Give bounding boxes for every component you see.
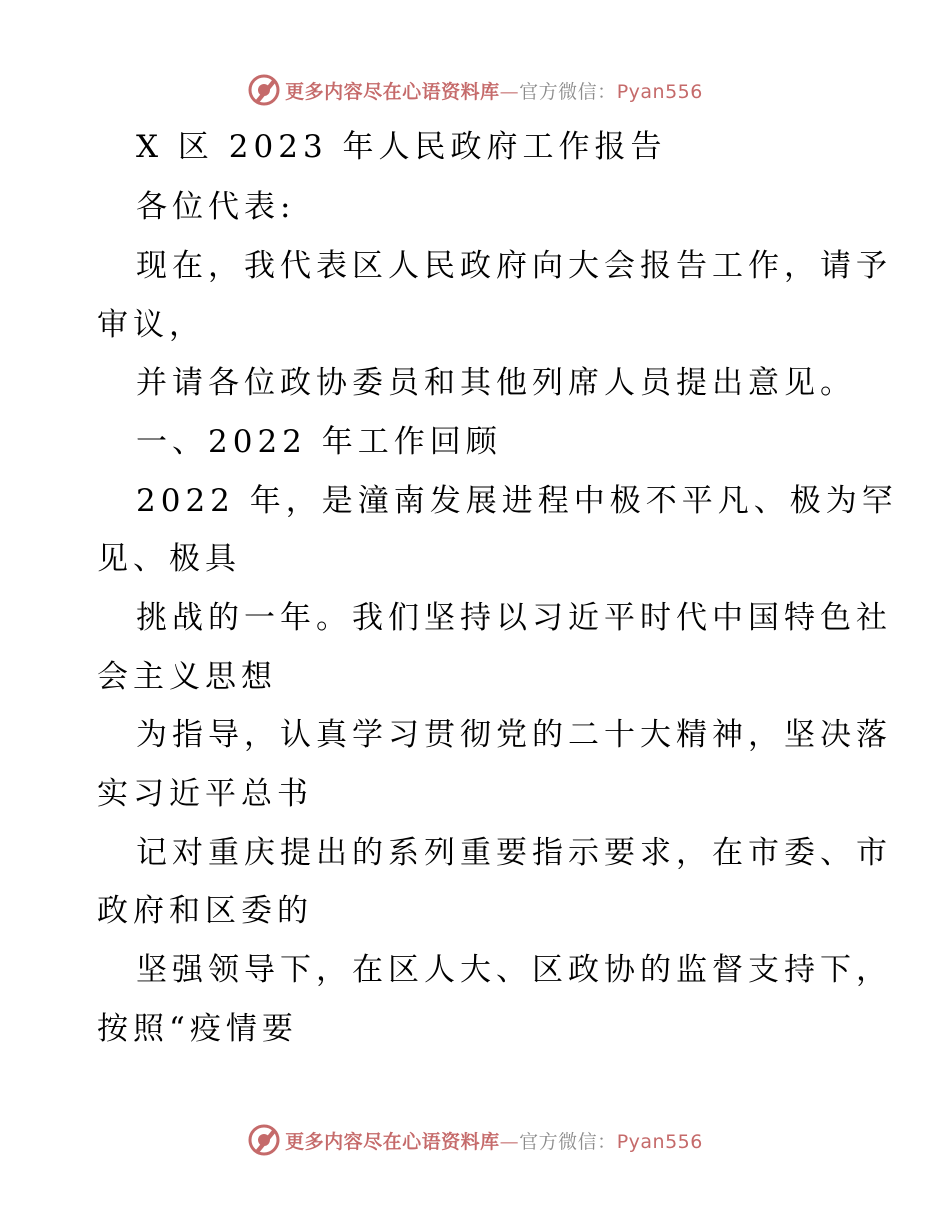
document-title: X 区 2023 年人民政府工作报告 xyxy=(136,129,667,165)
paragraph-line: 实习近平总书 xyxy=(97,776,313,812)
paragraph-line: 见、极具 xyxy=(97,541,241,577)
paragraph-line: 2022 年，是潼南发展进程中极不平凡、极为罕 xyxy=(136,483,898,519)
paragraph-line: 坚强领导下，在区人大、区政协的监督支持下， xyxy=(136,952,892,988)
footer-watermark xyxy=(0,1120,950,1160)
paragraph-line: 记对重庆提出的系列重要指示要求，在市委、市 xyxy=(136,835,892,871)
paragraph-line: 会主义思想 xyxy=(97,659,277,695)
quill-logo-icon xyxy=(247,1123,281,1157)
section-heading: 一、2022 年工作回顾 xyxy=(136,424,502,460)
watermark-wechat-id: Pyan556 xyxy=(616,1130,703,1153)
paragraph-line: 为指导，认真学习贯彻党的二十大精神，坚决落 xyxy=(136,717,892,753)
watermark-dash: — xyxy=(499,80,520,103)
paragraph-line: 现在，我代表区人民政府向大会报告工作，请予 xyxy=(136,248,892,284)
watermark-main-text: 更多内容尽在心语资料库 xyxy=(285,1130,500,1153)
paragraph-line: 审议， xyxy=(97,307,205,343)
watermark-wechat-label: 官方微信： xyxy=(519,1130,617,1153)
paragraph-line: 挑战的一年。我们坚持以习近平时代中国特色社 xyxy=(136,600,892,636)
paragraph-line: 政府和区委的 xyxy=(97,893,313,929)
watermark-wechat-id: Pyan556 xyxy=(616,80,703,103)
paragraph-line: 按照“疫情要 xyxy=(97,1011,298,1047)
salutation: 各位代表: xyxy=(136,189,296,225)
watermark-wechat-label: 官方微信： xyxy=(519,80,617,103)
paragraph-line: 并请各位政协委员和其他列席人员提出意见。 xyxy=(136,365,856,401)
watermark-main-text: 更多内容尽在心语资料库 xyxy=(285,80,500,103)
watermark-dash: — xyxy=(499,1130,520,1153)
